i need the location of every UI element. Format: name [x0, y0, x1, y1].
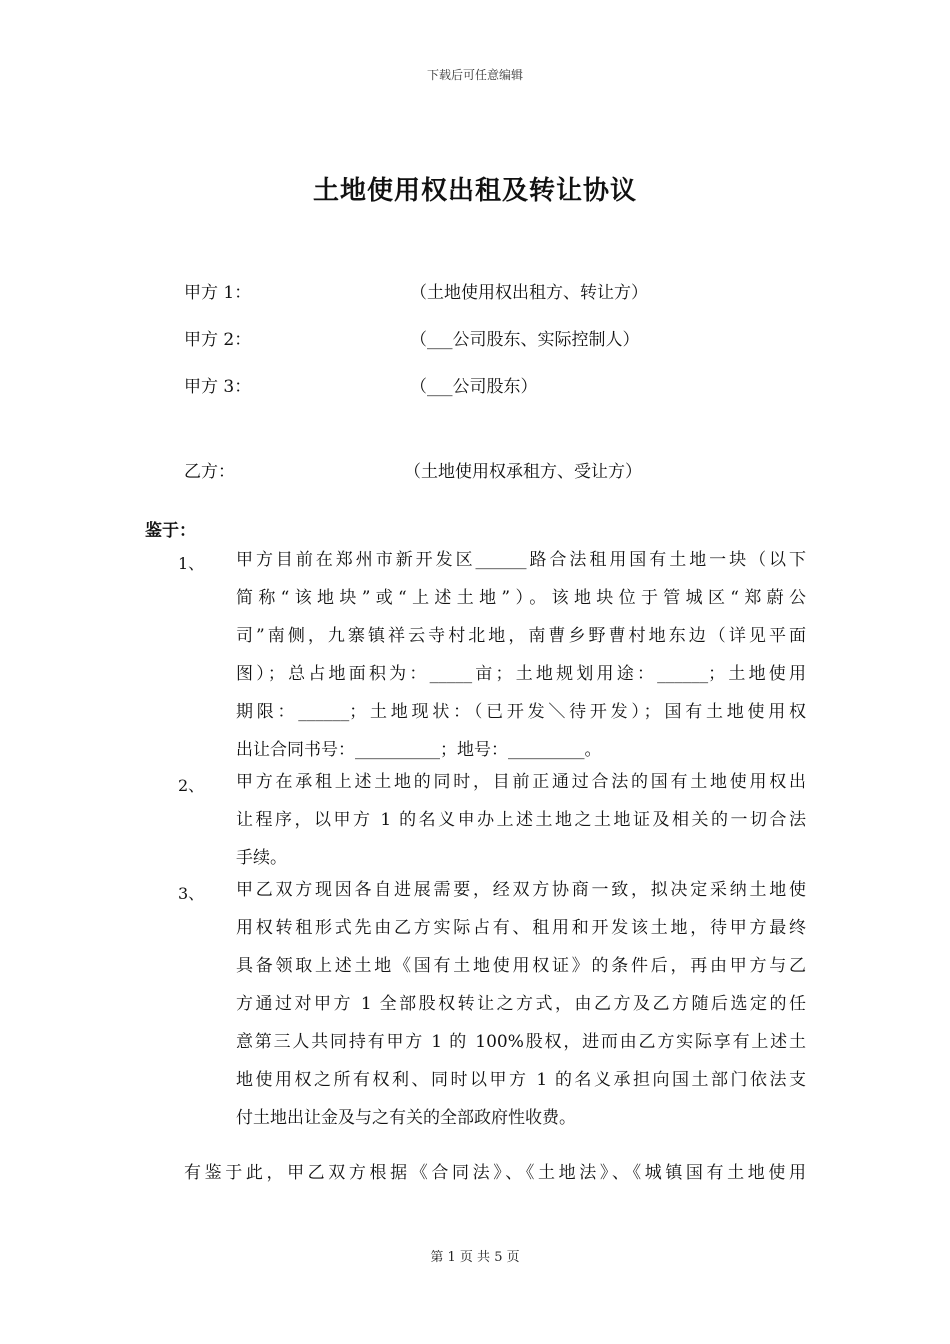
item-2-line-2: 让程序，以甲方 1 的名义申办上述土地之土地证及相关的一切合法 — [236, 810, 806, 830]
item-text-2 — [236, 763, 806, 877]
item-text-1 — [236, 541, 806, 769]
closing-paragraph: 有鉴于此，甲乙双方根据《合同法》、《土地法》、《城镇国有土地使用 — [184, 1163, 806, 1183]
party-role-a3: （___公司股东） — [410, 377, 538, 397]
item-number-3: 3、 — [178, 884, 205, 903]
page-footer: 第 1 页 共 5 页 — [430, 1250, 520, 1265]
item-3-line-5: 意第三人共同持有甲方 1 的 100%股权，进而由乙方实际享有上述土 — [236, 1032, 806, 1052]
item-3-line-2: 用权转租形式先由乙方实际占有、租用和开发该土地，待甲方最终 — [236, 918, 806, 938]
item-1-line-2: 简称“该地块”或“上述土地”）。该地块位于管城区“郑蔚公 — [236, 588, 806, 608]
item-3-line-4: 方通过对甲方 1 全部股权转让之方式，由乙方及乙方随后选定的任 — [236, 994, 806, 1014]
party-label-b: 乙方： — [184, 462, 235, 482]
item-1-line-6: 出让合同书号：__________；地号：_________。 — [236, 740, 602, 760]
item-3-line-6: 地使用权之所有权利、同时以甲方 1 的名义承担向国土部门依法支 — [236, 1070, 806, 1090]
item-1-line-3: 司”南侧，九寨镇祥云寺村北地，南曹乡野曹村地东边（详见平面 — [236, 626, 806, 646]
item-2-line-3: 手续。 — [236, 848, 287, 868]
party-role-b: （土地使用权承租方、受让方） — [404, 462, 642, 482]
item-1-line-5: 期限：______；土地现状：（已开发＼待开发）；国有土地使用权 — [236, 702, 806, 722]
document-title: 土地使用权出租及转让协议 — [312, 176, 637, 206]
item-1-line-1: 甲方目前在郑州市新开发区______路合法租用国有土地一块（以下 — [236, 550, 806, 570]
party-role-a2: （___公司股东、实际控制人） — [410, 330, 640, 350]
item-1-line-4: 图）；总占地面积为：_____亩；土地规划用途：______；土地使用 — [236, 664, 806, 684]
item-number-2: 2、 — [178, 776, 205, 795]
item-number-1: 1、 — [178, 554, 205, 573]
whereas-heading: 鉴于： — [145, 521, 196, 541]
item-3-line-7: 付土地出让金及与之有关的全部政府性收费。 — [236, 1108, 576, 1128]
item-3-line-3: 具备领取上述土地《国有土地使用权证》的条件后，再由甲方与乙 — [236, 956, 806, 976]
party-role-a1: （土地使用权出租方、转让方） — [410, 283, 648, 303]
party-label-a1: 甲方 1： — [184, 283, 252, 303]
item-text-3 — [236, 871, 806, 1137]
party-label-a3: 甲方 3： — [184, 377, 252, 397]
party-label-a2: 甲方 2： — [184, 330, 252, 350]
item-2-line-1: 甲方在承租上述土地的同时，目前正通过合法的国有土地使用权出 — [236, 772, 806, 792]
page-header-note: 下载后可任意编辑 — [426, 68, 523, 82]
item-3-line-1: 甲乙双方现因各自进展需要，经双方协商一致，拟决定采纳土地使 — [236, 880, 806, 900]
